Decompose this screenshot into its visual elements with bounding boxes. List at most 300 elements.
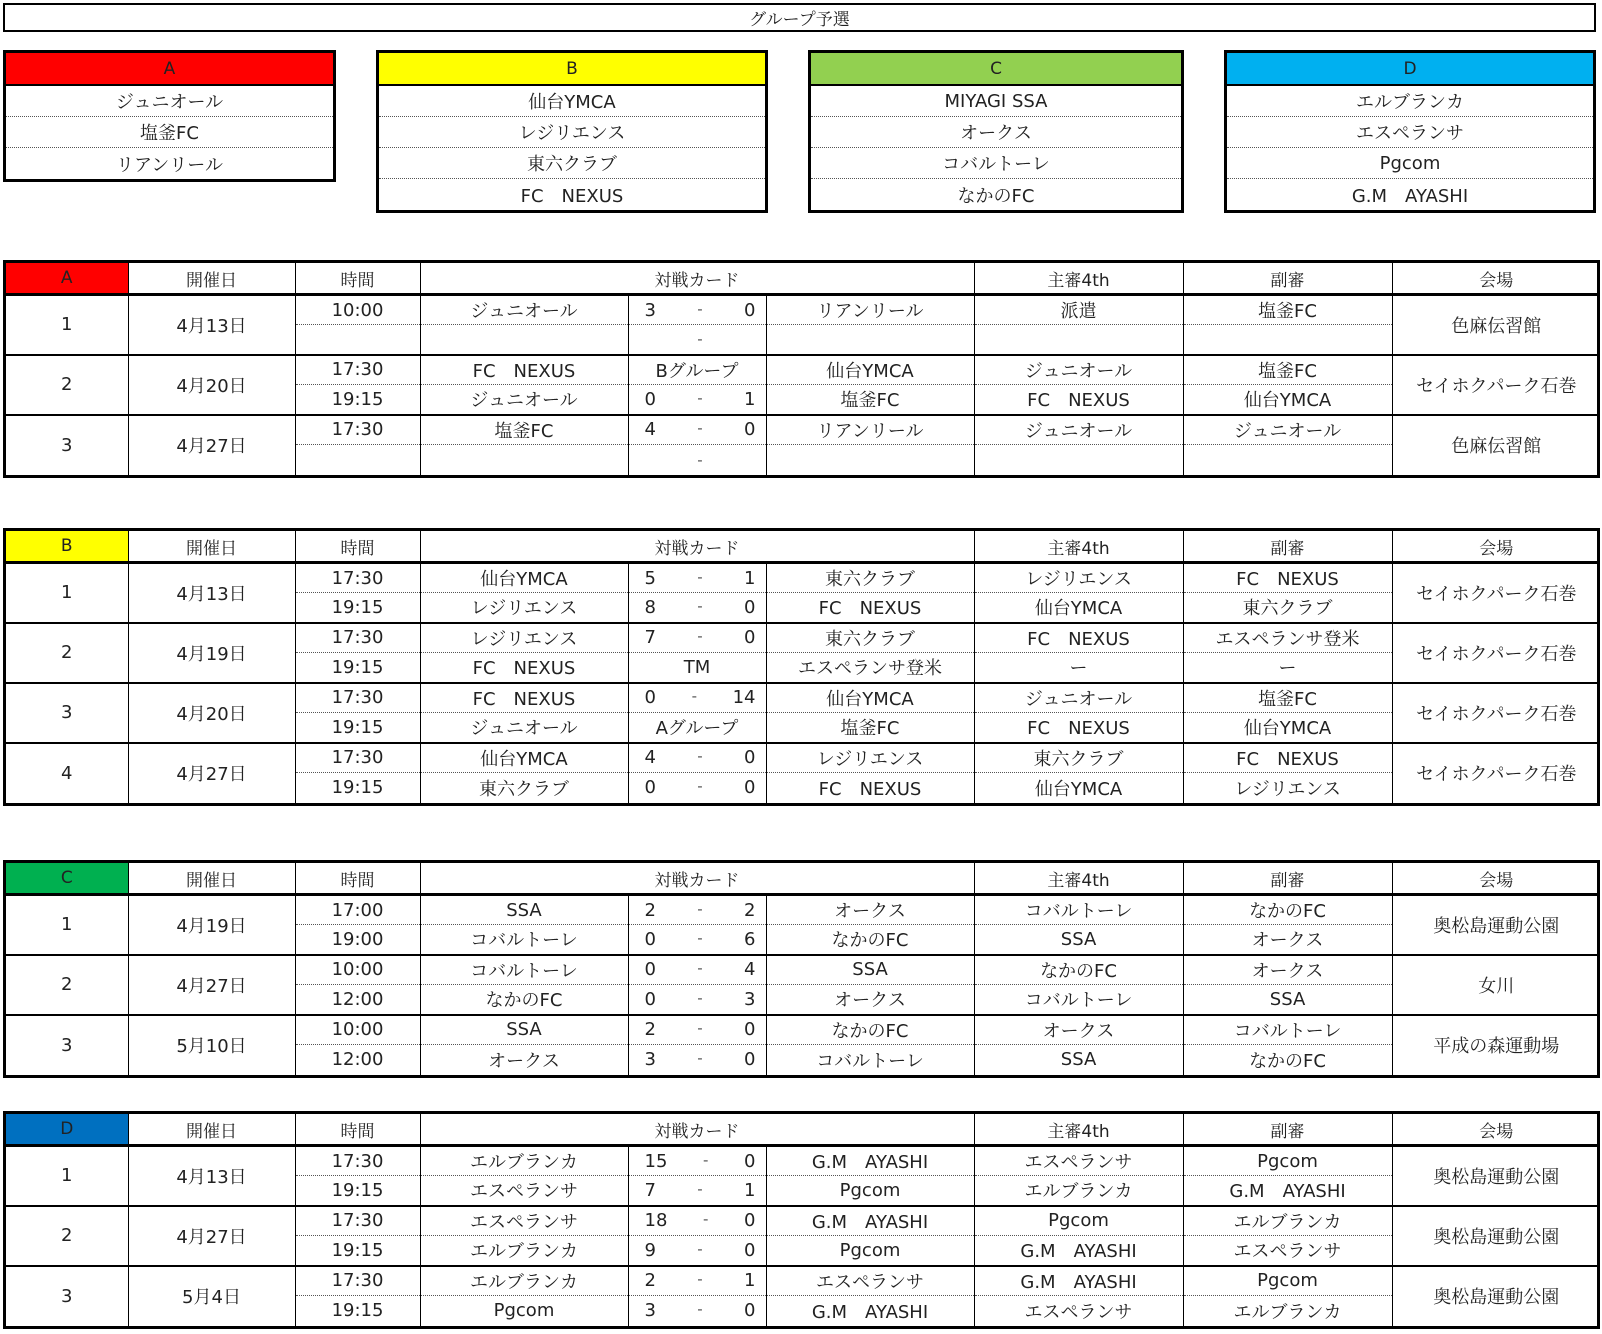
match-time: 17:30 <box>295 415 420 445</box>
date-header: 開催日 <box>128 263 295 295</box>
score-dash: - <box>697 1049 703 1068</box>
match-time: 19:15 <box>295 1296 420 1326</box>
score <box>628 1206 766 1236</box>
table-row <box>6 623 1600 653</box>
score-dash: - <box>697 388 703 407</box>
score <box>628 683 766 713</box>
score-dash: - <box>703 1150 709 1169</box>
home-team: 東六クラブ <box>420 773 628 803</box>
home-team: ジュニオール <box>420 713 628 743</box>
match-time: 19:15 <box>295 653 420 683</box>
venue-header: 会場 <box>1392 1114 1600 1146</box>
venue-header: 会場 <box>1392 263 1600 295</box>
home-score: 18 <box>644 1210 668 1232</box>
home-team: エルブランカ <box>420 1236 628 1266</box>
home-team: エルブランカ <box>420 1146 628 1176</box>
match-time: 17:30 <box>295 683 420 713</box>
venue: 色麻伝習館 <box>1392 415 1600 475</box>
home-team: レジリエンス <box>420 593 628 623</box>
away-score: 14 <box>732 687 756 709</box>
group-box-c <box>808 50 1184 213</box>
match-date: 4月27日 <box>128 1206 295 1266</box>
match-time: 19:15 <box>295 713 420 743</box>
score-dash: - <box>697 928 703 947</box>
score-dash: - <box>697 988 703 1007</box>
match-time <box>295 325 420 355</box>
score-dash: - <box>697 1270 703 1289</box>
round-number: 2 <box>6 355 128 415</box>
score <box>628 385 766 415</box>
assistant-referee: 東六クラブ <box>1183 593 1392 623</box>
home-score: 0 <box>644 928 656 950</box>
score-dash: - <box>697 330 703 349</box>
home-score: 5 <box>644 567 656 589</box>
venue: 奥松島運動公園 <box>1392 1146 1600 1206</box>
time-header: 時間 <box>295 1114 420 1146</box>
match-note: Aグループ <box>628 713 766 743</box>
assistant-referee: コバルトーレ <box>1183 1015 1392 1045</box>
assistant-referee: オークス <box>1183 925 1392 955</box>
ref-header: 主審4th <box>974 863 1183 895</box>
match-time: 19:15 <box>295 1236 420 1266</box>
table-row <box>6 683 1600 713</box>
venue: 奥松島運動公園 <box>1392 1266 1600 1326</box>
card-header: 対戦カード <box>420 1114 974 1146</box>
table-row <box>6 295 1600 325</box>
group-team: ジュニオール <box>6 86 333 117</box>
assistant-referee: Pgcom <box>1183 1146 1392 1176</box>
group-label: B <box>6 531 128 563</box>
time-header: 時間 <box>295 863 420 895</box>
referee: 仙台YMCA <box>974 773 1183 803</box>
table-row <box>6 1266 1600 1296</box>
away-score: 0 <box>744 419 756 441</box>
away-score: 0 <box>744 1019 756 1041</box>
referee: SSA <box>974 1045 1183 1075</box>
round-number: 2 <box>6 623 128 683</box>
match-date: 4月27日 <box>128 743 295 803</box>
match-time: 17:30 <box>295 743 420 773</box>
schedule-table-c <box>3 860 1600 1078</box>
home-score: 2 <box>644 899 656 921</box>
assistant-referee: なかのFC <box>1183 1045 1392 1075</box>
away-team: 塩釜FC <box>766 713 974 743</box>
match-date: 4月27日 <box>128 415 295 475</box>
away-team: 塩釜FC <box>766 385 974 415</box>
match-note: Bグループ <box>628 355 766 385</box>
match-date: 4月13日 <box>128 295 295 355</box>
score <box>628 743 766 773</box>
match-date: 4月27日 <box>128 955 295 1015</box>
score <box>628 295 766 325</box>
venue: 奥松島運動公園 <box>1392 895 1600 955</box>
match-date: 4月20日 <box>128 355 295 415</box>
home-team: SSA <box>420 1015 628 1045</box>
away-team: G.M AYASHI <box>766 1146 974 1176</box>
assistant-referee: エルブランカ <box>1183 1206 1392 1236</box>
score-dash: - <box>697 596 703 615</box>
home-score: 4 <box>644 419 656 441</box>
away-team: リアンリール <box>766 415 974 445</box>
score <box>628 1176 766 1206</box>
referee: コバルトーレ <box>974 985 1183 1015</box>
round-number: 1 <box>6 1146 128 1206</box>
venue: 女川 <box>1392 955 1600 1015</box>
assistant-referee: 仙台YMCA <box>1183 385 1392 415</box>
match-time: 10:00 <box>295 955 420 985</box>
score-dash: - <box>697 1019 703 1038</box>
home-team: エスペランサ <box>420 1206 628 1236</box>
home-score: 9 <box>644 1239 656 1261</box>
assistant-referee: FC NEXUS <box>1183 563 1392 593</box>
away-score: 0 <box>744 1150 756 1172</box>
match-time: 12:00 <box>295 985 420 1015</box>
venue: 奥松島運動公園 <box>1392 1206 1600 1266</box>
schedule-table-d <box>3 1111 1600 1329</box>
home-team: コバルトーレ <box>420 955 628 985</box>
home-team: エルブランカ <box>420 1266 628 1296</box>
match-note: TM <box>628 653 766 683</box>
round-number: 3 <box>61 1034 73 1056</box>
referee: ジュニオール <box>974 355 1183 385</box>
score-dash: - <box>697 450 703 469</box>
venue: セイホクパーク石巻 <box>1392 623 1600 683</box>
away-score: 0 <box>744 777 756 799</box>
home-team: ジュニオール <box>420 295 628 325</box>
referee: FC NEXUS <box>974 623 1183 653</box>
score <box>628 895 766 925</box>
away-team: オークス <box>766 895 974 925</box>
venue: 平成の森運動場 <box>1392 1015 1600 1075</box>
score-dash: - <box>697 899 703 918</box>
round-number: 3 <box>61 1285 73 1307</box>
assistant-referee: 塩釜FC <box>1183 355 1392 385</box>
score <box>628 773 766 803</box>
away-team: G.M AYASHI <box>766 1296 974 1326</box>
match-date: 4月20日 <box>128 683 295 743</box>
score-dash: - <box>703 1210 709 1229</box>
score-dash: - <box>697 567 703 586</box>
referee: SSA <box>974 925 1183 955</box>
referee: エスペランサ <box>974 1146 1183 1176</box>
round-number: 2 <box>6 1206 128 1266</box>
assistant-referee <box>1183 325 1392 355</box>
home-team: 仙台YMCA <box>420 743 628 773</box>
group-team: 東六クラブ <box>379 148 765 179</box>
referee: なかのFC <box>974 955 1183 985</box>
referee <box>974 325 1183 355</box>
match-date: 5月10日 <box>128 1015 295 1075</box>
group-team: 塩釜FC <box>6 117 333 148</box>
group-label: A <box>6 263 128 295</box>
round-number: 1 <box>6 295 128 355</box>
home-score: 0 <box>644 988 656 1010</box>
referee: ジュニオール <box>974 415 1183 445</box>
score <box>628 563 766 593</box>
round-number: 1 <box>6 563 128 623</box>
match-time: 10:00 <box>295 1015 420 1045</box>
assistant-referee: オークス <box>1183 955 1392 985</box>
referee: ジュニオール <box>974 683 1183 713</box>
match-date: 4月13日 <box>128 563 295 623</box>
score <box>628 955 766 985</box>
referee: G.M AYASHI <box>974 1266 1183 1296</box>
table-row <box>6 563 1600 593</box>
away-score: 1 <box>744 388 756 410</box>
match-date: 5月4日 <box>128 1266 295 1326</box>
assistant-referee: なかのFC <box>1183 895 1392 925</box>
home-team: 仙台YMCA <box>420 563 628 593</box>
score-dash: - <box>697 1300 703 1319</box>
away-score: 0 <box>744 627 756 649</box>
home-score: 8 <box>644 596 656 618</box>
away-score: 4 <box>744 959 756 981</box>
away-team: FC NEXUS <box>766 593 974 623</box>
home-team: ジュニオール <box>420 385 628 415</box>
group-box-d <box>1224 50 1596 213</box>
away-team: 仙台YMCA <box>766 355 974 385</box>
assistant-referee: エスペランサ <box>1183 1236 1392 1266</box>
table-row <box>6 415 1600 445</box>
away-team: 東六クラブ <box>766 563 974 593</box>
assistant-referee: G.M AYASHI <box>1183 1176 1392 1206</box>
home-team <box>420 445 628 475</box>
assistant-referee: FC NEXUS <box>1183 743 1392 773</box>
match-date: 4月19日 <box>128 895 295 955</box>
match-time: 17:30 <box>295 1146 420 1176</box>
home-team: オークス <box>420 1045 628 1075</box>
referee: レジリエンス <box>974 563 1183 593</box>
assistant-referee: 塩釜FC <box>1183 295 1392 325</box>
referee <box>974 445 1183 475</box>
score <box>628 1146 766 1176</box>
table-row <box>6 1146 1600 1176</box>
home-score: 2 <box>644 1270 656 1292</box>
schedule-table-b <box>3 528 1600 806</box>
group-header: D <box>1227 53 1593 86</box>
away-score: 0 <box>744 1300 756 1322</box>
home-team: レジリエンス <box>420 623 628 653</box>
venue: セイホクパーク石巻 <box>1392 563 1600 623</box>
home-score: 7 <box>644 627 656 649</box>
group-team: リアンリール <box>116 154 223 176</box>
score <box>628 925 766 955</box>
home-team: Pgcom <box>420 1296 628 1326</box>
away-score: 6 <box>744 928 756 950</box>
score-dash: - <box>697 777 703 796</box>
home-score: 0 <box>644 959 656 981</box>
card-header: 対戦カード <box>420 263 974 295</box>
home-team: FC NEXUS <box>420 355 628 385</box>
referee: FC NEXUS <box>974 713 1183 743</box>
home-score: 4 <box>644 747 656 769</box>
score <box>628 1236 766 1266</box>
away-team: エスペランサ登米 <box>766 653 974 683</box>
match-time: 19:15 <box>295 1176 420 1206</box>
match-date: 4月13日 <box>128 1146 295 1206</box>
group-box-a <box>3 50 336 182</box>
venue: セイホクパーク石巻 <box>1392 355 1600 415</box>
round-number: 3 <box>6 683 128 743</box>
group-label: C <box>6 863 128 895</box>
home-team: FC NEXUS <box>420 653 628 683</box>
away-team <box>766 445 974 475</box>
match-time: 17:30 <box>295 1206 420 1236</box>
score-dash: - <box>697 627 703 646</box>
home-score: 7 <box>644 1179 656 1201</box>
group-team: コバルトーレ <box>811 148 1181 179</box>
referee: FC NEXUS <box>974 385 1183 415</box>
group-team: なかのFC <box>957 185 1035 207</box>
home-score: 15 <box>644 1150 668 1172</box>
round-number: 1 <box>6 895 128 955</box>
time-header: 時間 <box>295 531 420 563</box>
away-score: 2 <box>744 899 756 921</box>
group-team: 仙台YMCA <box>379 86 765 117</box>
assistant-referee: ジュニオール <box>1183 415 1392 445</box>
venue-header: 会場 <box>1392 863 1600 895</box>
away-score: 1 <box>744 1179 756 1201</box>
date-header: 開催日 <box>128 863 295 895</box>
referee: 東六クラブ <box>974 743 1183 773</box>
group-header: B <box>379 53 765 86</box>
match-time: 17:30 <box>295 355 420 385</box>
card-header: 対戦カード <box>420 531 974 563</box>
table-row <box>6 895 1600 925</box>
away-score: 0 <box>744 1210 756 1232</box>
date-header: 開催日 <box>128 531 295 563</box>
away-score: 0 <box>744 747 756 769</box>
score <box>628 325 766 355</box>
home-team: なかのFC <box>420 985 628 1015</box>
referee: オークス <box>974 1015 1183 1045</box>
round-number: 3 <box>61 434 73 456</box>
match-time: 19:15 <box>295 385 420 415</box>
schedule-table-a <box>3 260 1600 478</box>
away-score: 3 <box>744 988 756 1010</box>
home-team: エスペランサ <box>420 1176 628 1206</box>
score <box>628 415 766 445</box>
score <box>628 593 766 623</box>
group-team: レジリエンス <box>379 117 765 148</box>
home-score: 0 <box>644 388 656 410</box>
round-number: 4 <box>61 762 73 784</box>
score <box>628 1266 766 1296</box>
assistant-referee: ー <box>1183 653 1392 683</box>
away-team: 東六クラブ <box>766 623 974 653</box>
home-score: 3 <box>644 1300 656 1322</box>
home-team: FC NEXUS <box>420 683 628 713</box>
match-time: 17:30 <box>295 563 420 593</box>
table-row <box>6 1015 1600 1045</box>
table-row <box>6 355 1600 385</box>
assist-header: 副審 <box>1183 531 1392 563</box>
away-team: G.M AYASHI <box>766 1206 974 1236</box>
score-dash: - <box>697 419 703 438</box>
group-header: A <box>6 53 333 86</box>
score-dash: - <box>697 747 703 766</box>
away-score: 1 <box>744 567 756 589</box>
assistant-referee: 塩釜FC <box>1183 683 1392 713</box>
referee: Pgcom <box>974 1206 1183 1236</box>
away-team: リアンリール <box>766 295 974 325</box>
away-team: なかのFC <box>766 1015 974 1045</box>
group-team: エスペランサ <box>1227 117 1593 148</box>
assistant-referee: エスペランサ登米 <box>1183 623 1392 653</box>
referee: G.M AYASHI <box>974 1236 1183 1266</box>
assistant-referee <box>1183 445 1392 475</box>
group-label: D <box>6 1114 128 1146</box>
score-dash: - <box>697 959 703 978</box>
referee: エルブランカ <box>974 1176 1183 1206</box>
away-team: Pgcom <box>766 1236 974 1266</box>
score-dash: - <box>691 687 697 706</box>
group-team: MIYAGI SSA <box>811 86 1181 117</box>
table-row <box>6 1206 1600 1236</box>
away-team: コバルトーレ <box>766 1045 974 1075</box>
score <box>628 1296 766 1326</box>
assistant-referee: Pgcom <box>1183 1266 1392 1296</box>
table-row <box>6 955 1600 985</box>
assistant-referee: SSA <box>1183 985 1392 1015</box>
score <box>628 623 766 653</box>
home-team: コバルトーレ <box>420 925 628 955</box>
venue: 色麻伝習館 <box>1392 295 1600 355</box>
home-score: 0 <box>644 777 656 799</box>
score <box>628 1015 766 1045</box>
group-team: エルブランカ <box>1227 86 1593 117</box>
match-time <box>295 445 420 475</box>
round-number: 2 <box>6 955 128 1015</box>
away-score: 0 <box>744 299 756 321</box>
assist-header: 副審 <box>1183 863 1392 895</box>
home-score: 2 <box>644 1019 656 1041</box>
group-team: FC NEXUS <box>520 185 624 207</box>
venue: セイホクパーク石巻 <box>1392 683 1600 743</box>
venue: セイホクパーク石巻 <box>1392 743 1600 803</box>
assistant-referee: 仙台YMCA <box>1183 713 1392 743</box>
match-time: 19:15 <box>295 593 420 623</box>
away-team: レジリエンス <box>766 743 974 773</box>
table-row <box>6 743 1600 773</box>
home-team: 塩釜FC <box>420 415 628 445</box>
match-time: 17:30 <box>295 623 420 653</box>
referee: 仙台YMCA <box>974 593 1183 623</box>
card-header: 対戦カード <box>420 863 974 895</box>
group-team: Pgcom <box>1227 148 1593 179</box>
ref-header: 主審4th <box>974 263 1183 295</box>
match-time: 19:00 <box>295 925 420 955</box>
ref-header: 主審4th <box>974 531 1183 563</box>
home-score: 3 <box>644 299 656 321</box>
date-header: 開催日 <box>128 1114 295 1146</box>
assistant-referee: エルブランカ <box>1183 1296 1392 1326</box>
score <box>628 445 766 475</box>
group-header: C <box>811 53 1181 86</box>
referee: 派遣 <box>974 295 1183 325</box>
score-dash: - <box>697 299 703 318</box>
away-score: 0 <box>744 1049 756 1071</box>
referee: ー <box>974 653 1183 683</box>
match-time: 10:00 <box>295 295 420 325</box>
assistant-referee: レジリエンス <box>1183 773 1392 803</box>
match-time: 12:00 <box>295 1045 420 1075</box>
away-team <box>766 325 974 355</box>
page-title: グループ予選 <box>3 3 1596 32</box>
home-team: SSA <box>420 895 628 925</box>
group-team: オークス <box>811 117 1181 148</box>
score-dash: - <box>697 1179 703 1198</box>
